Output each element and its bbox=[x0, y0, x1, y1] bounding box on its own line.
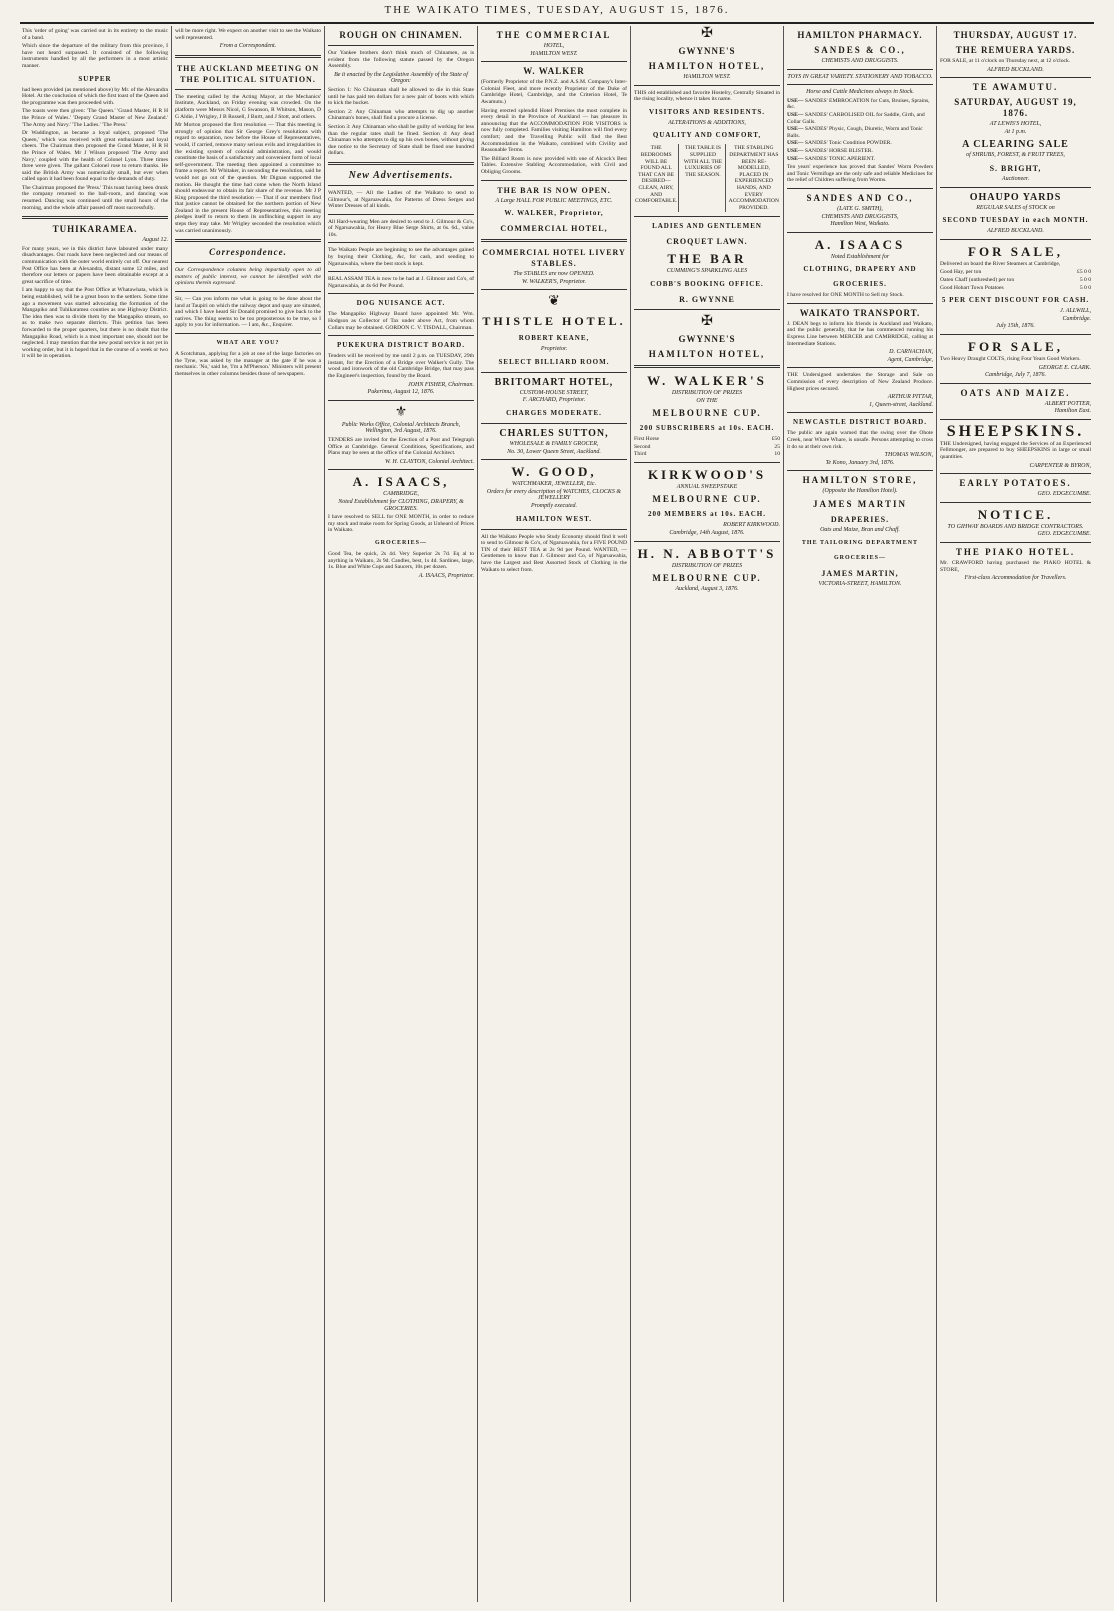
alfred: ALFRED BUCKLAND. bbox=[987, 66, 1044, 73]
use-item: USE— SANDES' HORSE BLISTER. bbox=[787, 147, 873, 154]
column-6 bbox=[787, 26, 937, 1602]
saturday: SATURDAY, AUGUST 19, 1876. bbox=[954, 97, 1077, 119]
oats: Oats and Maize, Bran and Chaff. bbox=[820, 526, 900, 533]
subscribers: 200 SUBSCRIBERS at 10s. EACH. bbox=[639, 424, 775, 433]
use-item: USE— SANDES' TONIC APERIENT. bbox=[787, 155, 876, 162]
abbott-date: Auckland, August 3, 1876. bbox=[675, 586, 739, 593]
billiard-room: SELECT BILLIARD ROOM. bbox=[498, 357, 610, 366]
use-item: USE— SANDES' CARBOLISED OIL for Saddle, Girth, and Collar Galls. bbox=[787, 111, 925, 125]
pukekura-sign: JOHN FISHER, Chairman. bbox=[408, 381, 474, 388]
toys: TOYS IN GREAT VARIETY. STATIONERY AND TOBACCO. bbox=[787, 73, 933, 80]
sutton-addr: No. 30, Lower Queen Street, Auckland. bbox=[507, 448, 601, 455]
col6-filler: Ten years' experience has proved that Sandes' Worm Powders and Tonic Vermifuge are the only safe and reliable Medicines for the relief of Children suffering from Worms. bbox=[787, 164, 933, 184]
gwynne-crest-2-icon: ✠ bbox=[701, 313, 713, 329]
prize-row-amount: £50 bbox=[771, 436, 780, 443]
gwynne-place: HAMILTON WEST. bbox=[683, 74, 731, 80]
col2-correspondent: From a Correspondent. bbox=[219, 43, 277, 50]
prize-row-label: Third bbox=[634, 451, 647, 458]
kirkwood-melbourne: MELBOURNE CUP. bbox=[652, 494, 762, 505]
colts: Two Heavy Draught COLTS, rising Four Years Good Workers. bbox=[940, 355, 1081, 362]
second-tue: SECOND TUESDAY in each MONTH. bbox=[942, 216, 1089, 225]
masthead: THE WAIKATO TIMES, TUESDAY, AUGUST 15, 1876. bbox=[20, 4, 1094, 24]
croquet: CROQUET LAWN. bbox=[666, 237, 748, 247]
allwill: J. ALLWILL, bbox=[1060, 308, 1091, 315]
lewis: AT LEWIS'S HOTEL, bbox=[989, 121, 1042, 128]
groceries-list: Good Tea, be quick, 2s 4d. Very Superior 2s 7d. Eq al to anything in Waikato, 2s 9d. Candles, best, 1s 4d. Sardines, large, 1s. Blue and White Cups and Saucers, 10s per dozen. bbox=[328, 550, 474, 571]
clark-date: Cambridge, July 7, 1876. bbox=[985, 372, 1046, 379]
isaacs-big: A. ISAACS bbox=[814, 236, 906, 252]
prize-row bbox=[634, 436, 780, 443]
kirkwood-heading: KIRKWOOD'S bbox=[647, 466, 767, 482]
prize-row-amount: 10 bbox=[774, 451, 780, 458]
sandes-2: SANDES AND CO., bbox=[806, 192, 914, 203]
gwynne-heading: GWYNNE'S bbox=[678, 46, 736, 56]
tenders-body: TENDERS are invited for the Erection of a Post and Telegraph Office at Cambridge. General Conditions, Specifications, and Plans may be seen at the office of the Colonial Architect. bbox=[328, 436, 474, 457]
sutton-sub: WHOLESALE & FAMILY GROCER, bbox=[509, 441, 599, 448]
walker-prop-2: W. WALKER'S, Proprietor. bbox=[522, 278, 586, 285]
ladies: LADIES AND GENTLEMEN bbox=[652, 222, 762, 231]
commercial-sub: HOTEL, bbox=[543, 43, 565, 49]
abbott-sub: DISTRIBUTION OF PRIZES bbox=[671, 562, 743, 569]
isaacs-body: I have resolved to SELL for ONE MONTH, in order to reduce my stock and make room for Spring Goods, at Unheard of Prices in Waikato. bbox=[328, 514, 474, 534]
te-awamutu: TE AWAMUTU. bbox=[972, 82, 1059, 93]
correspondence-heading: Correspondence. bbox=[209, 247, 287, 258]
col1-intro: This 'order of going' was carried out in its entirety to the music of a band. bbox=[22, 28, 168, 41]
remuera-body: FOR SALE, at 11 o'clock on Thursday next, at 12 o'clock. bbox=[940, 58, 1071, 64]
for-sale-2: FOR SALE, bbox=[968, 338, 1063, 354]
melbourne-cup: MELBOURNE CUP. bbox=[652, 408, 762, 419]
price-row bbox=[940, 269, 1091, 276]
isaacs-place: CAMBRIDGE, bbox=[383, 491, 419, 498]
column-3 bbox=[328, 26, 478, 1602]
price-row bbox=[940, 277, 1091, 284]
column-7 bbox=[940, 26, 1094, 1602]
alterations: ALTERATIONS & ADDITIONS, bbox=[668, 119, 746, 126]
allwill-date: July 15th, 1876. bbox=[996, 323, 1035, 330]
tuhikaramea-date: August 12. bbox=[142, 237, 168, 244]
sandes-2-sub: (LATE G. SMITH), bbox=[837, 205, 883, 212]
dog-nuisance-body: The Mangapiko Highway Board have appointed Mr. Wm. Hodgson as Collector of Tax under above Act, from whom Collars may be obtained. GORDON C. V. TISDALL, Chairman. bbox=[328, 311, 474, 331]
gwynne-sign: R. GWYNNE bbox=[679, 294, 735, 304]
people-ad: The Waikato People are beginning to see the advantages gained by buying their Clothing, &c, for cash, and sending to Ngaruawahia, where the best stock is kept. bbox=[328, 247, 474, 267]
firstclass: First-class Accommodation for Travellers. bbox=[964, 575, 1067, 582]
sheepskins: SHEEPSKINS. bbox=[946, 422, 1085, 440]
isaacs-groc: GROCERIES. bbox=[833, 280, 887, 289]
pukekura-date: Pukerimu, August 12, 1876. bbox=[367, 389, 435, 396]
col2-filler: Mr Morton proposed the first resolution — That this meeting is strongly of opinion that Sir George Grey's resolutions with regard to separation, now before the House of Representatives, would, if carried, remove many serious evils and irregularities in the existing system of colonial administration, and would constitute the basis of a satisfactory and convenient form of local self-government. The meeting then appointed a committee to frame a report. Mr Whitaker, in seconding the resolution, said he would not go out of the question. Mr Dignan supported the motion. He thought the time had come when the North Island should endeavour to obtain its fair share of the revenue. Mr J P King proposed the third resolution — That if our members find that justice cannot be obtained for the northern portion of New Zealand in the present House of Representatives, this meeting pledges itself to return to them its unflinching support in any steps they may take. Mr Wrigley seconded the resolution which was carried unanimously. bbox=[175, 122, 321, 234]
new-advertisements-heading: New Advertisements. bbox=[348, 169, 454, 181]
thistle-prop: ROBERT KEANE, bbox=[518, 334, 590, 343]
gwynne-table bbox=[634, 144, 780, 212]
commercial-heading: THE COMMERCIAL bbox=[496, 30, 612, 40]
ohaupo: OHAUPO YARDS bbox=[969, 191, 1062, 203]
livery-heading: COMMERCIAL HOTEL LIVERY STABLES. bbox=[482, 248, 626, 269]
price-list bbox=[940, 269, 1091, 291]
thistle-prop-label: Proprietor. bbox=[540, 346, 568, 353]
edgecumbe: GEO. EDGECUMBE. bbox=[1037, 491, 1091, 498]
transport-body: J. DEAN begs to inform his friends in Auckland and Waikato, and the public generally, that he has commenced running his Express Line between MERCER and CAMBRIDGE, calling at Intermediate Stations. bbox=[787, 320, 933, 347]
hamilton-store: HAMILTON STORE, bbox=[802, 475, 918, 486]
rough-on-chinamen-heading: ROUGH ON CHINAMEN. bbox=[339, 30, 463, 40]
james-martin: JAMES MARTIN bbox=[813, 498, 907, 509]
stabling-cell: THE STABLING DEPARTMENT HAS BEEN RE-MODELLED, PLACED IN EXPERIENCED HANDS, AND EVERY ACCOMMODATION PROVIDED. bbox=[728, 145, 780, 211]
time: At 1 p.m. bbox=[1004, 128, 1027, 135]
coat-of-arms-emblem: ⚜ bbox=[394, 404, 408, 420]
cumming: CUMMING'S SPARKLING ALES bbox=[666, 268, 748, 275]
piako: THE PIAKO HOTEL. bbox=[955, 547, 1076, 558]
on-the: ON THE bbox=[696, 397, 718, 404]
gwynne-hotel: HAMILTON HOTEL, bbox=[648, 61, 766, 71]
sandes-2-place: Hamilton West, Waikato. bbox=[830, 221, 890, 228]
draperies: DRAPERIES. bbox=[830, 514, 890, 524]
col3-sections-more: Section 3: Any Chinaman who shall be guilty of working for less than the regular rates shall be fined. Section 4: Any dead Chinaman who attempts to dig up his own bones, without giving due notice to the Secretary of State shall be fined one hundred dollars. bbox=[328, 123, 474, 157]
pukekura-heading: PUKEKURA DISTRICT BOARD. bbox=[337, 341, 465, 350]
delivered: Delivered on board the River Steamers at Cambridge, bbox=[940, 260, 1061, 267]
transport-sign: D. CARNACHAN, bbox=[889, 349, 933, 356]
notice: NOTICE. bbox=[977, 506, 1054, 522]
thistle-heading: THISTLE HOTEL. bbox=[482, 314, 626, 329]
newcastle-date: Te Kono, January 3rd, 1876. bbox=[825, 459, 895, 466]
edgecumbe-2: GEO. EDGECUMBE. bbox=[1037, 531, 1091, 538]
price-row-label: Oaten Chaff (unthreshed) per ton bbox=[940, 276, 1015, 283]
bright: S. BRIGHT, bbox=[989, 163, 1042, 173]
prize-row-label: Second bbox=[634, 443, 651, 450]
pittar-addr: 1, Queen-street, Auckland. bbox=[869, 401, 933, 408]
commercial-hotel-2: COMMERCIAL HOTEL, bbox=[500, 224, 608, 234]
section-2: Section 2: Any Chinaman who attempts to dig up another Chinaman's bones, shall find a procure a license. bbox=[328, 108, 474, 122]
price-row-label: Good Hobart Town Potatoes bbox=[940, 284, 1004, 291]
col1-speech: Dr Waddington, as became a loyal subject, proposed 'The Queen,' which was received with great enthusiasm and loyal cheers. The Chairman then proposed the Grand Master, H R H the Prince of Wales. Mr J Wilson proposed 'The Army and Navy,' coupled with the health of Colonel Lyon. Three times three were given. The gallant Colonel rose to return thanks. He said the British Army was numerically small, but ever when called upon it had been found equal to the demands of duty. bbox=[22, 130, 168, 183]
hamilton-hotel-2: HAMILTON HOTEL, bbox=[648, 348, 766, 359]
supper-heading: SUPPER bbox=[78, 74, 112, 83]
kirkwood-sign: ROBERT KIRKWOOD. bbox=[723, 522, 780, 529]
prize-row bbox=[634, 451, 780, 458]
transport-place: Agent, Cambridge, bbox=[887, 356, 933, 363]
walker-body: (Formerly Proprietor of the P.N.Z. and A.S.M. Company's Inter-Colonial Fleet, and more recently Proprietor of the Duke of Cambridge Hotel, Cambridge, and the Criterion Hotel, Te Awamutu.) bbox=[481, 79, 627, 105]
gwynne-crest-icon: ✠ bbox=[701, 26, 713, 41]
column-2 bbox=[175, 26, 325, 1602]
newcastle-body: The public are again warned that the swing over the Ohote Creek, near Whare Whare, is unsafe. Persons attempting to cross it do so at their own risk. bbox=[787, 430, 933, 450]
britomart-heading: BRITOMART HOTEL, bbox=[494, 376, 614, 388]
isaacs-sub: Noted Establishment for CLOTHING, DRAPERY, & GROCERIES. bbox=[338, 498, 464, 512]
what-are-you-heading: WHAT ARE YOU? bbox=[216, 340, 280, 346]
bar-open: THE BAR IS NOW OPEN. bbox=[497, 185, 611, 195]
hall: A Large HALL FOR PUBLIC MEETINGS, ETC. bbox=[495, 197, 613, 204]
bedrooms-cell: THE BEDROOMS WILL BE FOUND ALL THAT CAN BE DESIRED—CLEAN, AIRY, AND COMFORTABLE. bbox=[634, 144, 679, 212]
shrubs: of SHRUBS, FOREST, & FRUIT TREES, bbox=[966, 152, 1065, 159]
allwill-place: Cambridge. bbox=[1062, 315, 1091, 322]
prize-row-label: First Horse bbox=[634, 436, 660, 443]
rough-body: Our Yankee brothers don't think much of Chinamen, as is evident from the following statute passed by the Oregon Assembly. bbox=[328, 50, 474, 70]
tenders-office: Public Works Office, Colonial Architects Branch, Wellington, 3rd August, 1876. bbox=[341, 421, 461, 435]
for-sale: FOR SALE, bbox=[968, 243, 1063, 259]
good-exec: Promptly executed. bbox=[530, 503, 578, 510]
gwynne-body: THIS old established and favorite Hostelry, Centrally Situated in the rising locality, whence it takes its name. bbox=[634, 89, 780, 103]
newcastle: NEWCASTLE DISTRICT BOARD. bbox=[793, 418, 927, 427]
good-sub: WATCHMAKER, JEWELLER, Etc. bbox=[511, 481, 597, 488]
col4-filler: All the Waikato People who Study Economy should find it well to send to Gilmour & Co's, of Ngaruawahia, for a FIVE POUND TIN of their BEST TEA at 2s 9d per Pound. WANTED, — Gentlemen to know that J. Gilmour and Co, of Ngaruawahia, have the Largest and Best Assorted Stock of Clothing in the Waikato to select from. bbox=[481, 533, 627, 573]
col1-toasts: The toasts were then given: 'The Queen.' 'Grand Master, H R H the Prince of Wales.' 'Deputy Grand Master of New Zealand.' 'The Army and Navy.' 'The Ladies.' 'The Press.' bbox=[22, 108, 168, 128]
charges: CHARGES MODERATE. bbox=[506, 409, 602, 418]
assam-tea-ad: REAL ASSAM TEA is now to be had at J. Gilmour and Co's, of Ngaruawahia, at 4s 6d Per Pound. bbox=[328, 276, 474, 289]
tailoring: THE TAILORING DEPARTMENT bbox=[801, 539, 919, 546]
good-orders: Orders for every description of WATCHES, CLOCKS & JEWELLERY bbox=[486, 488, 622, 502]
alfred-2: ALFRED BUCKLAND. bbox=[987, 228, 1044, 235]
col2-body: will be more right. We expect on another visit to see the Waikato well represented. bbox=[175, 28, 321, 41]
clearing: A CLEARING SALE bbox=[962, 139, 1069, 151]
isaacs-cloth: CLOTHING, DRAPERY AND bbox=[803, 265, 917, 274]
groceries-2: GROCERIES— bbox=[833, 554, 886, 561]
hardware-ad: All Hard-wearing Men are desired to send to J. Gilmour & Co's, of Ngaruawahia, for Heavy Blue Serge Shirts, at 6s. 6d., value 10s. bbox=[328, 218, 474, 238]
dog-nuisance-heading: DOG NUISANCE ACT. bbox=[356, 299, 446, 308]
table-cell: THE TABLE IS SUPPLIED WITH ALL THE LUXURIES OF THE SEASON. bbox=[681, 144, 725, 212]
price-row bbox=[940, 285, 1091, 292]
thursday: THURSDAY, AUGUST 17. bbox=[953, 30, 1078, 40]
prize-row bbox=[634, 444, 780, 451]
commercial-filler: Having erected splendid Hotel Premises the most complete in every detail in the Province of Auckland — has pleasure in announcing that the ACCOMMODATION FOR VISITORS is now fully completed. Families visiting Hamilton will find every comfort; and the Travelling Public will find the Best Accommodation in the Waikato, combined with Civility and Reasonable Terms. bbox=[481, 107, 627, 154]
early-potatoes: EARLY POTATOES. bbox=[959, 478, 1072, 489]
regular: REGULAR SALES of STOCK on bbox=[976, 204, 1055, 211]
newspaper-page bbox=[22, 26, 1094, 1602]
auckland-meeting-body: The meeting called by the Acting Mayor, at the Mechanics' Institute, Auckland, on Friday evening was crowded. On the platform were Messrs Nicol, G Swanson, R Whitson, Mason, D G Aldie, J Wrigley, J B Russell, J Burtt, and J Stott, and others. bbox=[175, 93, 321, 120]
hamilton-store-sub: (Opposite the Hamilton Hotel). bbox=[822, 488, 898, 495]
abbott-melbourne: MELBOURNE CUP. bbox=[652, 573, 762, 584]
oats-maize: OATS AND MAIZE. bbox=[960, 387, 1071, 398]
column-1 bbox=[22, 26, 172, 1602]
sheepskins-body: THE Undersigned, having engaged the Services of an Experienced Fellmonger, are prepared to buy SHEEPSKINS in large or small quantities. bbox=[940, 440, 1091, 461]
livery-body: The STABLES are now OPENED. bbox=[513, 271, 595, 278]
chemists: CHEMISTS AND DRUGGISTS. bbox=[821, 58, 899, 64]
col2-filler-2: A Scotchman, applying for a job at one of the large factories on the Tyne, was asked by the manager at the gate if he was a mechanic. 'No,' said he, 'I'm a M'Pherson.' Ministers will present themselves in other columns besides those of newspapers. bbox=[175, 351, 321, 377]
good-heading: W. GOOD, bbox=[511, 464, 597, 480]
rough-enact: Be it enacted by the Legislative Assembly of the State of Oregon: bbox=[334, 71, 468, 85]
walker-prop: W. WALKER, Proprietor, bbox=[504, 209, 604, 218]
sandes-heading: SANDES & CO., bbox=[814, 45, 906, 55]
horse-med: Horse and Cattle Medicines always in Stock. bbox=[806, 89, 914, 96]
price-row-amount: 5 0 0 bbox=[1079, 276, 1091, 283]
price-row-amount: 5 0 0 bbox=[1079, 284, 1091, 291]
isaacs-noted: Noted Establishment for bbox=[830, 253, 890, 260]
transport: WAIKATO TRANSPORT. bbox=[799, 307, 921, 318]
discount: 5 PER CENT DISCOUNT FOR CASH. bbox=[941, 296, 1090, 305]
col1-filler: Which since the departure of the military from this province, I have not heard surpassed. It consisted of the following instruments handled by all the performers in a most artistic manner. bbox=[22, 43, 168, 69]
prize-row-amount: 25 bbox=[774, 443, 780, 450]
sutton-heading: CHARLES SUTTON, bbox=[499, 428, 609, 440]
column-4 bbox=[481, 26, 631, 1602]
tuhikaramea-body: For many years, we in this district have laboured under many disadvantages. Our roads have been neglected and our means of communication with the outer world entirely cut off. Our nearest Post Office has been at Alexandra, distant some 12 miles, and therefore our letters or papers have been obtainable except at a great sacrifice of time. bbox=[22, 245, 168, 285]
victoria-street: VICTORIA-STREET, HAMILTON. bbox=[818, 580, 902, 587]
cobb: COBB'S BOOKING OFFICE. bbox=[650, 279, 764, 288]
isaacs-sign: A. ISAACS, Proprietor. bbox=[418, 572, 474, 579]
uses-list bbox=[787, 98, 933, 162]
price-row-amount: £5 0 0 bbox=[1077, 269, 1091, 276]
price-row-label: Good Hay, per ton bbox=[940, 269, 982, 276]
walker-name: W. WALKER bbox=[523, 66, 585, 77]
remuera: THE REMUERA YARDS. bbox=[955, 45, 1076, 55]
britomart-sub: CUSTOM-HOUSE STREET, bbox=[519, 389, 589, 396]
bar-heading: THE BAR bbox=[667, 251, 747, 267]
column-5 bbox=[634, 26, 784, 1602]
potter: ALBERT POTTER, bbox=[1044, 400, 1091, 407]
carpenter: CARPENTER & BYRON, bbox=[1029, 462, 1091, 469]
quality: QUALITY AND COMFORT, bbox=[652, 131, 762, 140]
correspondence-letter: Sir, — Can you inform me what is going to be done about the land at Taupiri on which the railway depot and quay are situated, and which I have heard Sir Donald promised to give back to the natives. The thing seems to be too preposterous to be true, so I apply to you for information. — I am, &c., Enquirer. bbox=[175, 296, 321, 329]
tuhikaramea-heading: TUHIKARAMEA. bbox=[52, 224, 138, 235]
thistle-emblem: ❦ bbox=[548, 294, 560, 310]
col1-press: The Chairman proposed the 'Press.' This toast having been drunk the company returned to the ball-room, and dancing was resumed. Dancing was continued until the small hours of the morning, and the whole affair passed off most successfully. bbox=[22, 184, 168, 211]
pukekura-body: Tenders will be received by me until 2 p.m. on TUESDAY, 29th instant, for the Erection of a Bridge over Walker's Gully. The wood and ironwork of the old Cambridge Bridge, that may pass the Engineer's inspection, found by the Board. bbox=[328, 353, 474, 379]
good-place: HAMILTON WEST. bbox=[516, 514, 592, 523]
use-item: USE— SANDES' Tonic Condition POWDER. bbox=[787, 140, 892, 147]
isaacs-month: I have resolved for ONE MONTH to Sell my Stock. bbox=[787, 292, 904, 299]
tenders-sign: W. H. CLAYTON, Colonial Architect. bbox=[384, 458, 474, 465]
use-item: USE— SANDES' EMBROCATION for Cuts, Bruises, Sprains, &c. bbox=[787, 97, 930, 111]
prize-list bbox=[634, 436, 780, 458]
pittar: ARTHUR PITTAR, bbox=[887, 394, 933, 401]
gwynne-2: GWYNNE'S bbox=[678, 333, 736, 344]
wanted-ad: WANTED, — All the Ladies of the Waikato to send to Gilmour's, at Ngaruawahia, for Patterns of Dress Serges and Winter Dresses of all kinds. bbox=[328, 189, 474, 210]
james-martin-2: JAMES MARTIN, bbox=[821, 568, 899, 578]
correspondence-note: Our Correspondence columns being impartially open to all matters of public interest, we cannot be identified with the opinions therein expressed. bbox=[175, 267, 321, 287]
isaacs-heading: A. ISAACS, bbox=[352, 474, 450, 490]
potter-place: Hamilton East. bbox=[1054, 408, 1091, 415]
col1-supper-text: had been provided (as mentioned above) by Mr. of the Alexandra Hotel. At the conclusion of which the first toast of the Queen and the programme was then proceeded with. bbox=[22, 86, 168, 106]
visitors: VISITORS AND RESIDENTS. bbox=[648, 107, 766, 116]
use-item: USE— SANDES' Physic, Cough, Diuretic, Worm and Tonic Balls. bbox=[787, 126, 923, 139]
britomart-prop: F. ARCHARD, Proprietor. bbox=[522, 397, 586, 404]
gihway: TO GIHWAY BOARDS AND BRIDGE CONTRACTORS. bbox=[947, 523, 1084, 530]
groceries-heading: GROCERIES— bbox=[374, 539, 427, 546]
auckland-meeting-heading: THE AUCKLAND MEETING ON THE POLITICAL SITUATION. bbox=[176, 63, 320, 84]
clark: GEORGE E. CLARK. bbox=[1038, 364, 1091, 371]
sandes-2-chem: CHEMISTS AND DRUGGISTS, bbox=[821, 213, 899, 220]
auctioneer: Auctioneer. bbox=[1001, 175, 1030, 182]
hamilton-pharmacy: HAMILTON PHARMACY. bbox=[797, 30, 923, 40]
pittar-body: THE Undersigned undertakes the Storage and Sale on Commission of every description of New Zealand Produce. Highest prices secured. bbox=[787, 372, 933, 392]
kirkwood-subs: 200 MEMBERS at 10s. EACH. bbox=[648, 510, 766, 519]
kirkwood-sub: ANNUAL SWEEPSTAKE bbox=[676, 483, 738, 490]
kirkwood-date: Cambridge, 14th August, 1876. bbox=[669, 530, 745, 537]
commercial-place: HAMILTON WEST. bbox=[530, 50, 578, 57]
newcastle-sign: THOMAS WILSON, bbox=[884, 452, 933, 459]
col1-filler-2: I am happy to say that the Post Office at Whatawhata, which is being established, will be a great boon to the settlers. Some time ago a movement was started advocating the formation of the Mangapiko and Tuhikaramea counties as one Highway District. The idea then was to divide them by the Mangapiko stream, so as to make two separate districts. This petition has been forwarded to the proper quarters, but there is no doubt that the Mangapiko Road, which is a most important one, should not be neglected. I may mention that the new postal service is not yet in working order, but it is hoped that in the course of a week or two it will be in operation. bbox=[22, 287, 168, 360]
section-1: Section 1: No Chinaman shall be allowed to die in this State until he has paid ten dollars for a new pair of boots with which to kick the bucket. bbox=[328, 86, 474, 107]
prizes: DISTRIBUTION OF PRIZES bbox=[671, 389, 743, 396]
crawford: Mr. CRAWFORD having purchased the PIAKO HOTEL & STORE, bbox=[940, 560, 1091, 573]
commercial-billiard: The Billiard Room is now provided with one of Alcock's Best Tables. Extensive Stabling Accommodation, with Civil and Obliging Grooms. bbox=[481, 155, 627, 175]
walker-w: W. WALKER'S bbox=[647, 372, 767, 388]
abbott-heading: H. N. ABBOTT'S bbox=[637, 545, 777, 561]
